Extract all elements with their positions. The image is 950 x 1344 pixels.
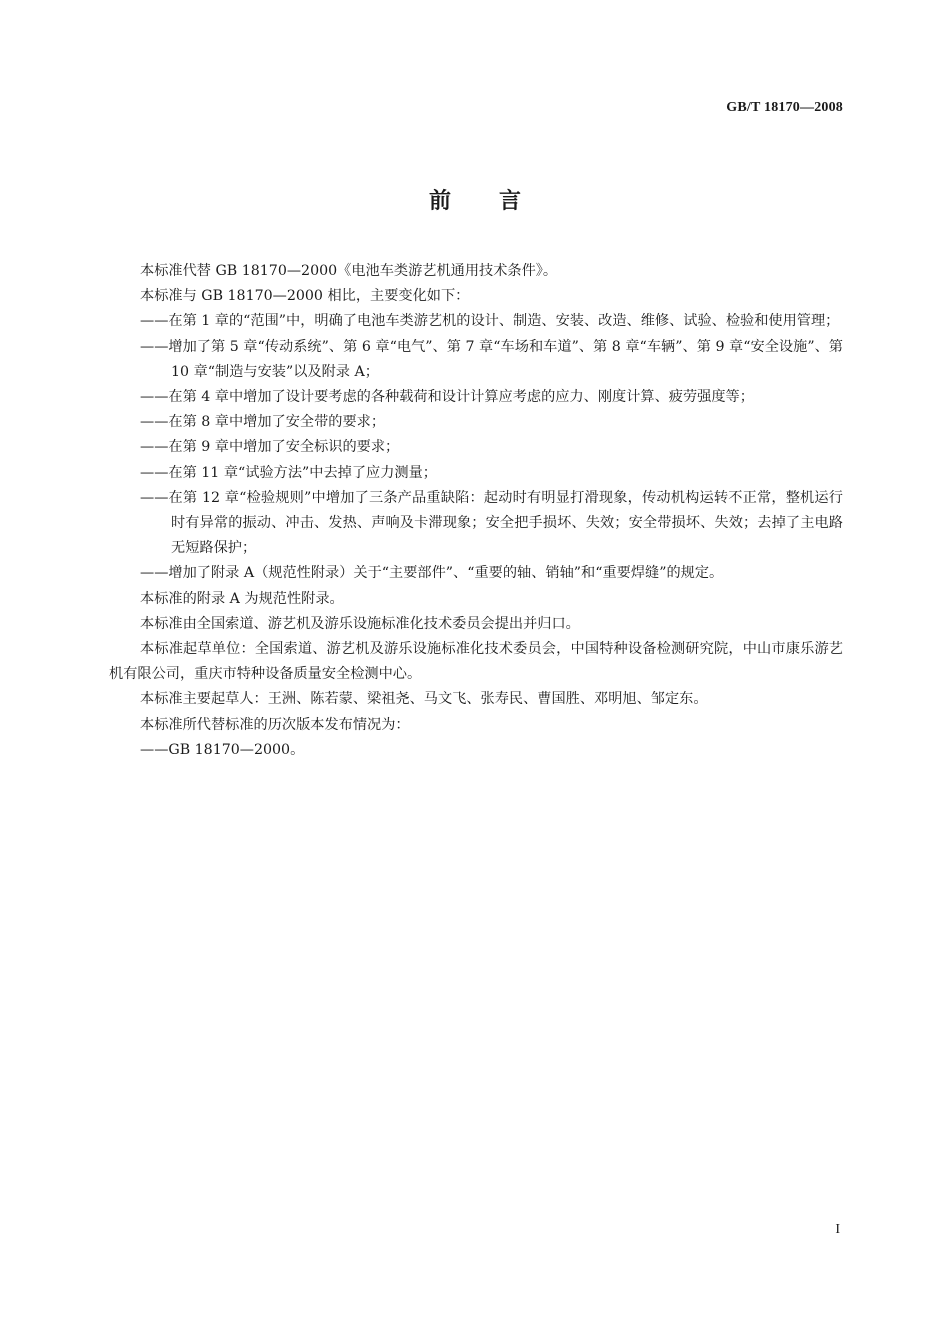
paragraph-changes-intro: 本标准与 GB 18170—2000 相比，主要变化如下：	[140, 288, 470, 305]
standard-number: GB/T 18170—2008	[726, 100, 843, 115]
change-item: ——增加了附录 A（规范性附录）关于“主要部件”、“重要的轴、销轴”和“重要焊缝”的规定。	[140, 565, 724, 582]
document-body	[109, 259, 843, 763]
paragraph-history-intro: 本标准所代替标准的历次版本发布情况为：	[140, 716, 410, 733]
paragraph-drafters: 本标准主要起草人：王洲、陈若蒙、梁祖尧、马文飞、张寿民、曹国胜、邓明旭、邹定东。	[140, 691, 708, 708]
paragraph-annex: 本标准的附录 A 为规范性附录。	[140, 590, 344, 607]
paragraph-drafting-units: 本标准起草单位：全国索道、游艺机及游乐设施标准化技术委员会，中国特种设备检测研究院，中山市康乐游艺机有限公司，重庆市特种设备质量安全检测中心。	[109, 641, 843, 683]
change-item: ——在第 12 章“检验规则”中增加了三条产品重缺陷：起动时有明显打滑现象，传动机构运转不正常，整机运行时有异常的振动、冲击、发热、声响及卡滞现象；安全把手损坏、失效；安全带损坏、失效；去掉了主电路无短路保护；	[140, 489, 843, 557]
change-item: ——在第 1 章的“范围”中，明确了电池车类游艺机的设计、制造、安装、改造、维修、试验、检验和使用管理；	[140, 313, 840, 330]
change-item: ——增加了第 5 章“传动系统”、第 6 章“电气”、第 7 章“车场和车道”、第 8 章“车辆”、第 9 章“安全设施”、第 10 章“制造与安装”以及附录 A；	[140, 338, 843, 380]
paragraph-replaces: 本标准代替 GB 18170—2000《电池车类游艺机通用技术条件》。	[140, 263, 558, 279]
paragraph-proposer: 本标准由全国索道、游艺机及游乐设施标准化技术委员会提出并归口。	[140, 615, 580, 632]
history-item: ——GB 18170—2000。	[140, 741, 305, 758]
change-item: ——在第 4 章中增加了设计要考虑的各种载荷和设计计算应考虑的应力、刚度计算、疲劳强度等；	[140, 389, 754, 406]
change-item: ——在第 11 章“试验方法”中去掉了应力测量；	[140, 464, 437, 481]
page-title: 前言	[428, 189, 569, 214]
change-item: ——在第 8 章中增加了安全带的要求；	[140, 414, 386, 431]
page-number: I	[835, 1222, 840, 1237]
change-item: ——在第 9 章中增加了安全标识的要求；	[140, 439, 400, 456]
